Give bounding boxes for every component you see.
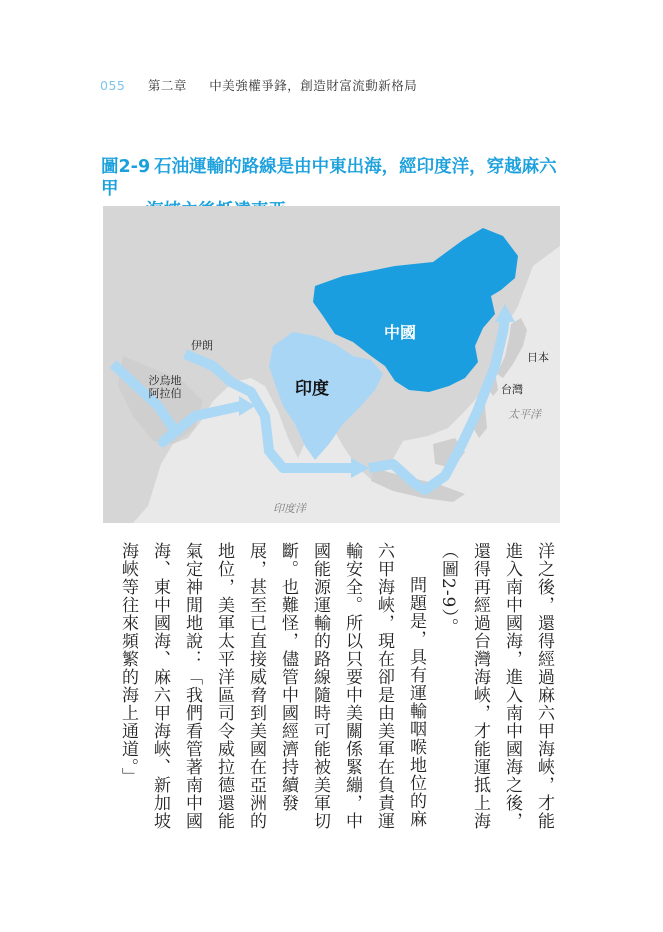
label-taiwan: 台灣 (501, 383, 523, 396)
label-india: 印度 (295, 379, 329, 399)
label-saudi-arabia: 沙烏地阿拉伯 (148, 374, 182, 400)
label-indian-ocean: 印度洋 (273, 502, 306, 515)
label-iran: 伊朗 (191, 339, 213, 352)
label-pacific-ocean: 太平洋 (508, 408, 541, 421)
chapter-title: 中美強權爭鋒，創造財富流動新格局 (209, 78, 418, 93)
running-header (100, 76, 417, 94)
body-text (103, 542, 560, 842)
figure-number: 圖2-9 (101, 157, 151, 177)
chapter-label: 第二章 (147, 78, 187, 93)
oil-route-map (103, 206, 560, 523)
page-number: 055 (100, 78, 126, 93)
caption-line-1: 石油運輸的路線是由中東出海，經印度洋，穿越麻六甲 (101, 157, 557, 199)
label-china: 中國 (384, 323, 417, 342)
map-graphic (103, 206, 560, 523)
paragraph-2: 問題是，具有運輸咽喉地位的麻六甲海峽，現在卻是由美軍在負責運輸安全。所以只要中美關係緊繃，中國能源運輸的路線隨時可能被美軍切斷。也難怪，儘管中國經濟持續發展，甚至已直接威脅到美國在亞洲的地位，美軍太平洋區司令威拉德還能氣定神閒地說：「我們看管著南中國海、東中國海、麻六甲海峽、新加坡海峽等往來頻繁的海上通道。」 (118, 542, 426, 830)
label-japan: 日本 (527, 351, 549, 364)
paragraph-1: 洋之後，還得經過麻六甲海峽，才能進入南中國海，進入南中國海之後，還得再經過台灣海峽，才能運抵上海（圖2-9）。 (438, 542, 554, 830)
